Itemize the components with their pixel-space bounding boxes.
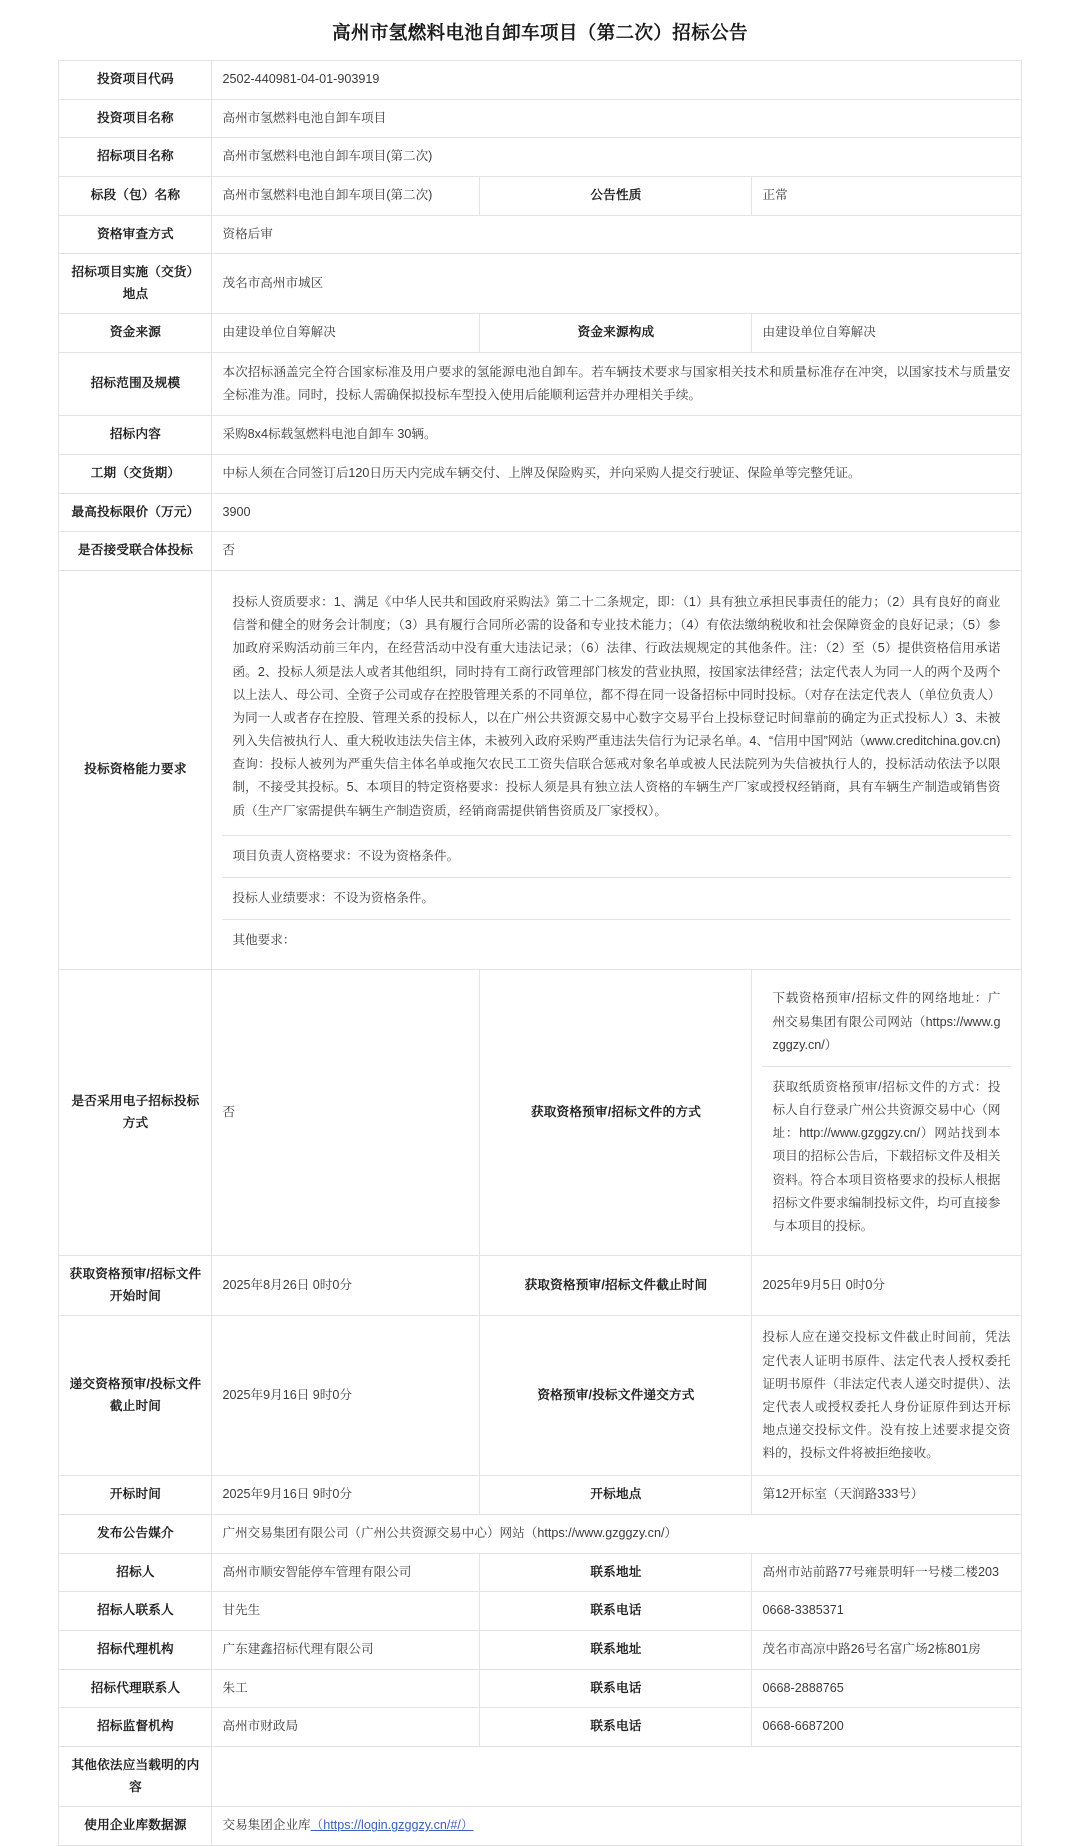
row-value-project-location: 茂名市高州市城区 [212,254,1021,314]
row-label-investment-project-code: 投资项目代码 [59,60,212,99]
table-row [59,455,1021,494]
row-value-other-legal-content [212,1747,1021,1807]
row-label-bid-open-place: 开标地点 [480,1476,752,1515]
table-row [59,138,1021,177]
row-label-tenderee: 招标人 [59,1553,212,1592]
row-value-doc-start-time: 2025年8月26日 0时0分 [212,1256,480,1316]
table-row [59,1747,1021,1807]
row-label-submit-method: 资格预审/投标文件递交方式 [480,1316,752,1476]
row-label-enterprise-db: 使用企业库数据源 [59,1807,212,1846]
qualification-paragraph-4: 其他要求： [232,933,296,948]
row-value-publish-media: 广州交易集团有限公司（广州公共资源交易中心）网站（https://www.gzggzy.cn/） [212,1515,1021,1554]
row-label-doc-access-method: 获取资格预审/招标文件的方式 [480,970,752,1256]
row-value-investment-project-name: 高州市氢燃料电池自卸车项目 [212,99,1021,138]
table-row [59,254,1021,314]
enterprise-db-link[interactable]: （https://login.gzggzy.cn/#/） [310,1818,474,1833]
row-value-tenderee: 高州市顺安智能停车管理有限公司 [212,1553,480,1592]
row-label-publish-media: 发布公告媒介 [59,1515,212,1554]
bid-notice-table [58,60,1021,1846]
row-label-project-location: 招标项目实施（交货）地点 [59,254,212,314]
row-value-supervisor-phone: 0668-6687200 [752,1708,1021,1747]
row-label-supervisor: 招标监督机构 [59,1708,212,1747]
row-label-max-price: 最高投标限价（万元） [59,493,212,532]
qualification-paragraph-1: 投标人资质要求：1、满足《中华人民共和国政府采购法》第二十二条规定，即：（1）具有独立承担民事责任的能力；（2）具有良好的商业信誉和健全的财务会计制度；（3）具有履行合同所必需的设备和专业技术能力；（4）有依法缴纳税收和社会保障资金的良好记录；（5）参加政府采购活动前三年内，在经营活动中没有重大违法记录；（6）法律、行政法规规定的其他条件。注：（2）至（5）提供资格信用承诺函。2、投标人须是法人或者其他组织，同时持有工商行政管理部门核发的营业执照，按国家法律经营；法定代表人为同一人的两个及两个以上法人、母公司、全资子公司或存在控股管理关系的不同单位，都不得在同一设备招标中同时投标。（对存在法定代表人（单位负责人）为同一人或者存在控股、管理关系的投标人，以在广州公共资源交易中心数字交易平台上投标登记时间靠前的确定为正式投标人）3、未被列入失信被执行人、重大税收违法失信主体，未被列入政府采购严重违法失信行为记录名单。4、“信用中国”网站（www.creditchina.gov.cn)查询：投标人被列为严重失信主体名单或拖欠农民工工资失信联合惩戒对象名单或被人民法院列为失信被执行人的，投标活动依法予以限制，不接受其投标。5、本项目的特定资格要求：投标人须是具有独立法人资格的车辆生产厂家或授权经销商，具有车辆生产制造或销售资质（生产厂家需提供车辆生产制造资质，经销商需提供销售资质及厂家授权）。 [232,595,1001,818]
row-value-submit-deadline: 2025年9月16日 9时0分 [212,1316,480,1476]
row-label-bid-open-time: 开标时间 [59,1476,212,1515]
row-label-section-name: 标段（包）名称 [59,176,212,215]
row-label-doc-end-time: 获取资格预审/招标文件截止时间 [480,1256,752,1316]
row-value-fund-composition: 由建设单位自筹解决 [752,314,1021,353]
row-value-scope-scale: 本次招标涵盖完全符合国家标准及用户要求的氢能源电池自卸车。若车辆技术要求与国家相关技术和质量标准存在冲突，以国家技术与质量安全标准为准。同时，投标人需确保拟投标车型投入使用后能顺利运营并办理相关手续。 [222,365,1011,403]
table-row [59,1553,1021,1592]
row-value-fund-source: 由建设单位自筹解决 [212,314,480,353]
row-label-investment-project-name: 投资项目名称 [59,99,212,138]
row-value-doc-end-time: 2025年9月5日 0时0分 [752,1256,1021,1316]
qualification-paragraph-3: 投标人业绩要求：不设为资格条件。 [232,891,434,905]
qualification-row [222,579,1010,835]
row-label-agency-address: 联系地址 [480,1631,752,1670]
row-label-consortium: 是否接受联合体投标 [59,532,212,571]
row-value-agency: 广东建鑫招标代理有限公司 [212,1631,480,1670]
table-row [59,353,1021,416]
row-label-tenderee-contact: 招标人联系人 [59,1592,212,1631]
qualification-row [222,835,1010,877]
row-value-qualification-review: 资格后审 [212,215,1021,254]
row-label-notice-nature: 公告性质 [480,176,752,215]
doc-access-subtable [762,978,1010,1247]
doc-access-row [762,1066,1010,1247]
row-label-fund-composition: 资金来源构成 [480,314,752,353]
row-value-bid-open-place: 第12开标室（天润路333号） [752,1476,1021,1515]
row-label-supervisor-phone: 联系电话 [480,1708,752,1747]
row-value-electronic-bidding: 否 [212,970,480,1256]
table-row [59,1476,1021,1515]
row-value-submit-method: 投标人应在递交投标文件截止时间前，凭法定代表人证明书原件、法定代表人授权委托证明书原件（非法定代表人递交时提供）、法定代表人或授权委托人身份证原件到达开标地点递交投标文件。没有按上述要求提交资料的，投标文件将被拒绝接收。 [762,1330,1011,1461]
row-label-electronic-bidding: 是否采用电子招标投标方式 [59,970,212,1256]
row-value-tenderee-contact: 甘先生 [212,1592,480,1631]
row-value-supervisor: 高州市财政局 [212,1708,480,1747]
row-label-qualification-capability: 投标资格能力要求 [59,571,212,970]
table-row [59,215,1021,254]
row-label-tenderee-phone: 联系电话 [480,1592,752,1631]
table-row [59,1807,1021,1846]
row-label-scope-scale: 招标范围及规模 [59,353,212,416]
row-value-notice-nature: 正常 [752,176,1021,215]
table-row [59,970,1021,1256]
table-row [59,1669,1021,1708]
row-value-section-name: 高州市氢燃料电池自卸车项目(第二次) [212,176,480,215]
table-row [59,1592,1021,1631]
row-label-fund-source: 资金来源 [59,314,212,353]
qualification-row [222,920,1010,962]
table-row [59,60,1021,99]
row-label-agency-phone: 联系电话 [480,1669,752,1708]
row-value-tenderee-phone: 0668-3385371 [752,1592,1021,1631]
row-value-bid-open-time: 2025年9月16日 9时0分 [212,1476,480,1515]
table-row [59,314,1021,353]
row-label-qualification-review: 资格审查方式 [59,215,212,254]
table-row [59,99,1021,138]
row-value-agency-address: 茂名市高凉中路26号名富广场2栋801房 [752,1631,1021,1670]
page-title: 高州市氢燃料电池自卸车项目（第二次）招标公告 [332,22,748,43]
doc-access-row [762,978,1010,1066]
enterprise-db-text: 交易集团企业库 [222,1818,311,1833]
table-row [59,1631,1021,1670]
row-value-max-price: 3900 [212,493,1021,532]
doc-access-line-1: 下载资格预审/招标文件的网络地址：广州交易集团有限公司网站（https://www.gzggzy.cn/） [772,991,1001,1052]
row-value-investment-project-code: 2502-440981-04-01-903919 [212,60,1021,99]
row-label-tenderee-address: 联系地址 [480,1553,752,1592]
qualification-paragraph-2: 项目负责人资格要求：不设为资格条件。 [232,848,460,863]
table-row [59,176,1021,215]
doc-access-line-2: 获取纸质资格预审/招标文件的方式：投标人自行登录广州公共资源交易中心（网址：http://www.gzggzy.cn/）网站找到本项目的招标公告后，下载招标文件及相关资料。符合本项目资格要求的投标人根据招标文件要求编制投标文件，均可直接参与本项目的投标。 [772,1079,1001,1233]
row-value-consortium: 否 [212,532,1021,571]
row-label-bid-project-name: 招标项目名称 [59,138,212,177]
row-label-other-legal-content: 其他依法应当载明的内容 [59,1747,212,1807]
row-label-agency-contact: 招标代理联系人 [59,1669,212,1708]
table-row [59,571,1021,970]
table-row [59,532,1021,571]
qualification-row [222,878,1010,920]
row-value-bid-content: 采购8x4标载氢燃料电池自卸车 30辆。 [212,416,1021,455]
row-value-agency-phone: 0668-2888765 [752,1669,1021,1708]
row-value-duration: 中标人须在合同签订后120日历天内完成车辆交付、上牌及保险购买，并向采购人提交行驶证、保险单等完整凭证。 [212,455,1021,494]
table-row [59,416,1021,455]
table-row [59,493,1021,532]
row-label-doc-start-time: 获取资格预审/招标文件开始时间 [59,1256,212,1316]
row-value-bid-project-name: 高州市氢燃料电池自卸车项目(第二次) [212,138,1021,177]
row-value-agency-contact: 朱工 [212,1669,480,1708]
row-label-duration: 工期（交货期） [59,455,212,494]
row-label-agency: 招标代理机构 [59,1631,212,1670]
table-row [59,1515,1021,1554]
table-row [59,1256,1021,1316]
row-label-submit-deadline: 递交资格预审/投标文件截止时间 [59,1316,212,1476]
qualification-subtable [222,579,1010,961]
table-row [59,1708,1021,1747]
row-label-bid-content: 招标内容 [59,416,212,455]
row-value-tenderee-address: 高州市站前路77号雍景明轩一号楼二楼203 [752,1553,1021,1592]
